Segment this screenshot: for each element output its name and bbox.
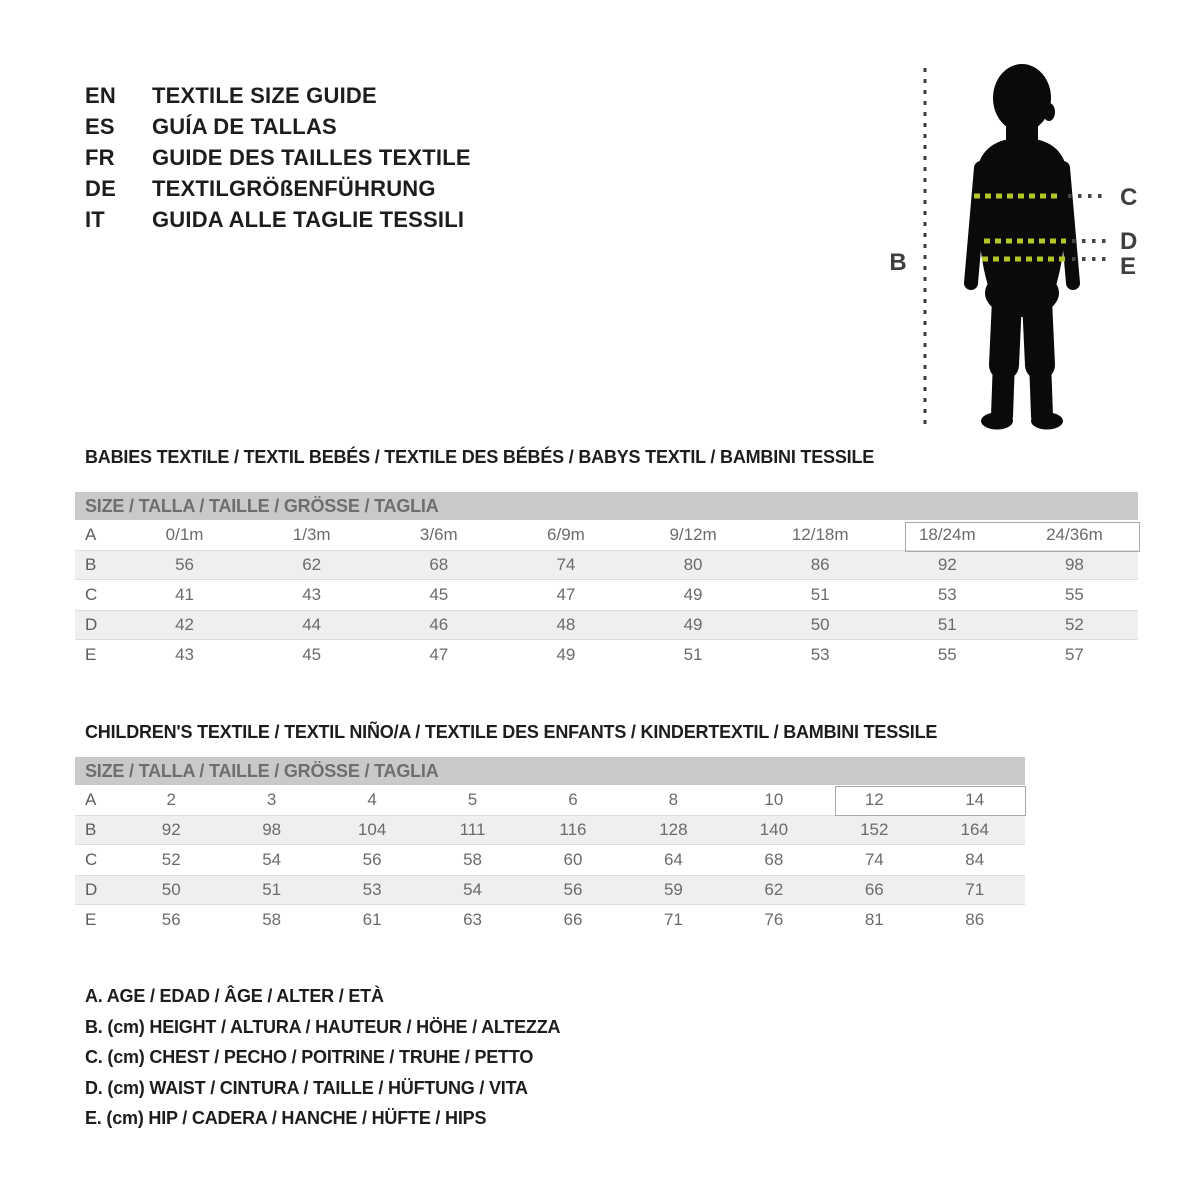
height-label: B bbox=[889, 249, 907, 276]
child-measurement-figure bbox=[870, 50, 1170, 445]
row-label: B bbox=[85, 820, 97, 839]
table-cell: 55 bbox=[937, 645, 957, 664]
table-row bbox=[75, 875, 1025, 905]
table-cell: 68 bbox=[429, 555, 449, 574]
table-cell: 49 bbox=[683, 615, 703, 634]
language-row bbox=[85, 80, 471, 111]
table-cell: 56 bbox=[362, 850, 382, 869]
table-cell: 47 bbox=[429, 645, 449, 664]
row-label: C bbox=[85, 850, 98, 869]
table-cell: 98 bbox=[1064, 555, 1084, 574]
table-cell: 10 bbox=[764, 790, 784, 809]
table-cell: 50 bbox=[810, 615, 830, 634]
language-label: TEXTILE SIZE GUIDE bbox=[152, 82, 377, 108]
table-cell: 53 bbox=[810, 645, 830, 664]
row-label: C bbox=[85, 585, 98, 604]
table-cell: 49 bbox=[683, 585, 703, 604]
table-cell: 50 bbox=[161, 880, 181, 899]
table-cell: 56 bbox=[175, 555, 195, 574]
hip-label: E bbox=[1120, 253, 1137, 280]
size-table-header: SIZE / TALLA / TAILLE / GRÖSSE / TAGLIA bbox=[75, 492, 1138, 520]
table-row bbox=[75, 610, 1138, 640]
table-cell: 5 bbox=[467, 790, 478, 809]
table-cell: 84 bbox=[965, 850, 985, 869]
table-cell: 140 bbox=[759, 820, 789, 839]
table-cell: 55 bbox=[1064, 585, 1084, 604]
table-cell: 111 bbox=[459, 820, 486, 839]
table-cell: 41 bbox=[175, 585, 195, 604]
table-cell: 116 bbox=[559, 820, 587, 839]
table-cell: 14 bbox=[965, 790, 985, 809]
row-label: A bbox=[85, 525, 97, 544]
table-cell: 46 bbox=[429, 615, 449, 634]
table-cell: 48 bbox=[556, 615, 576, 634]
table-cell: 49 bbox=[556, 645, 576, 664]
table-cell: 62 bbox=[302, 555, 322, 574]
table-cell: 52 bbox=[161, 850, 181, 869]
table-cell: 18/24m bbox=[918, 525, 976, 544]
chest-label: C bbox=[1120, 184, 1138, 211]
table-cell: 86 bbox=[810, 555, 830, 574]
table-row bbox=[75, 815, 1025, 845]
table-cell: 61 bbox=[362, 910, 382, 929]
babies-section-title: BABIES TEXTILE / TEXTIL BEBÉS / TEXTILE DES BÉBÉS / BABYS TEXTIL / BAMBINI TESSILE bbox=[85, 447, 875, 467]
table-cell: 59 bbox=[663, 880, 683, 899]
language-label: GUÍA DE TALLAS bbox=[152, 113, 337, 139]
legend-line: C. (cm) CHEST / PECHO / POITRINE / TRUHE / PETTO bbox=[85, 1047, 534, 1067]
table-cell: 66 bbox=[864, 880, 884, 899]
row-label: B bbox=[85, 555, 97, 574]
table-cell: 57 bbox=[1064, 645, 1084, 664]
table-cell: 2 bbox=[166, 790, 176, 809]
language-code: EN bbox=[85, 82, 116, 108]
child-silhouette-icon bbox=[971, 64, 1073, 430]
language-row bbox=[85, 142, 471, 173]
table-cell: 152 bbox=[860, 820, 889, 839]
table-cell: 12 bbox=[864, 790, 884, 809]
row-label: D bbox=[85, 615, 98, 634]
table-cell: 71 bbox=[965, 880, 985, 899]
table-cell: 12/18m bbox=[791, 525, 849, 544]
language-label: GUIDA ALLE TAGLIE TESSILI bbox=[152, 206, 465, 232]
table-cell: 0/1m bbox=[165, 525, 204, 544]
table-row bbox=[75, 845, 1025, 875]
language-row bbox=[85, 111, 471, 142]
table-cell: 60 bbox=[563, 850, 583, 869]
legend-line: B. (cm) HEIGHT / ALTURA / HAUTEUR / HÖHE / ALTEZZA bbox=[85, 1016, 561, 1037]
table-cell: 9/12m bbox=[669, 525, 717, 544]
table-cell: 45 bbox=[302, 645, 322, 664]
children-rowA-highlight-box bbox=[835, 786, 1026, 816]
table-row bbox=[75, 580, 1138, 610]
table-cell: 53 bbox=[362, 880, 382, 899]
table-row bbox=[75, 905, 1025, 935]
language-code: ES bbox=[85, 113, 115, 139]
table-cell: 64 bbox=[663, 850, 683, 869]
table-cell: 164 bbox=[960, 820, 989, 839]
table-cell: 98 bbox=[262, 820, 282, 839]
table-cell: 74 bbox=[556, 555, 576, 574]
table-cell: 51 bbox=[683, 645, 703, 664]
table-row bbox=[75, 550, 1138, 580]
table-cell: 56 bbox=[563, 880, 583, 899]
children-size-table bbox=[75, 757, 1025, 935]
table-cell: 52 bbox=[1064, 615, 1084, 634]
table-cell: 8 bbox=[668, 790, 679, 809]
legend-line: D. (cm) WAIST / CINTURA / TAILLE / HÜFTUNG / VITA bbox=[85, 1077, 528, 1098]
table-cell: 54 bbox=[262, 850, 282, 869]
language-row bbox=[85, 173, 471, 204]
table-cell: 24/36m bbox=[1046, 525, 1103, 544]
language-row bbox=[85, 204, 471, 235]
table-cell: 4 bbox=[367, 790, 377, 809]
babies-rowA-highlight-box bbox=[905, 522, 1140, 552]
waist-label: D bbox=[1120, 228, 1138, 255]
table-cell: 92 bbox=[937, 555, 957, 574]
table-cell: 76 bbox=[764, 910, 784, 929]
language-label: TEXTILGRÖßENFÜHRUNG bbox=[152, 175, 436, 201]
language-code: DE bbox=[85, 175, 116, 201]
table-cell: 68 bbox=[764, 850, 784, 869]
table-cell: 6/9m bbox=[547, 525, 585, 544]
table-cell: 86 bbox=[965, 910, 985, 929]
table-cell: 44 bbox=[302, 615, 322, 634]
table-cell: 3 bbox=[266, 790, 277, 809]
measurement-legend bbox=[85, 981, 560, 1134]
table-cell: 54 bbox=[463, 880, 482, 899]
legend-line: A. AGE / EDAD / ÂGE / ALTER / ETÀ bbox=[85, 986, 384, 1006]
language-code: FR bbox=[85, 144, 115, 170]
table-cell: 128 bbox=[659, 820, 688, 839]
table-cell: 58 bbox=[463, 850, 482, 869]
table-cell: 6 bbox=[568, 790, 578, 809]
table-cell: 62 bbox=[764, 880, 784, 899]
row-label: E bbox=[85, 910, 97, 929]
table-cell: 42 bbox=[175, 615, 195, 634]
table-cell: 47 bbox=[556, 585, 576, 604]
row-label: A bbox=[85, 790, 97, 809]
table-cell: 51 bbox=[937, 615, 957, 634]
table-cell: 43 bbox=[302, 585, 322, 604]
table-cell: 63 bbox=[463, 910, 482, 929]
table-cell: 51 bbox=[810, 585, 830, 604]
table-cell: 92 bbox=[161, 820, 181, 839]
table-cell: 66 bbox=[563, 910, 583, 929]
table-cell: 43 bbox=[175, 645, 195, 664]
table-cell: 53 bbox=[937, 585, 957, 604]
children-section-title: CHILDREN'S TEXTILE / TEXTIL NIÑO/A / TEXTILE DES ENFANTS / KINDERTEXTIL / BAMBINI TESSILE bbox=[85, 722, 938, 742]
table-cell: 104 bbox=[357, 820, 387, 839]
language-title-list bbox=[85, 80, 471, 235]
table-cell: 45 bbox=[429, 585, 449, 604]
table-cell: 81 bbox=[864, 910, 884, 929]
language-label: GUIDE DES TAILLES TEXTILE bbox=[152, 144, 471, 170]
babies-size-table bbox=[75, 492, 1138, 670]
table-cell: 1/3m bbox=[292, 525, 331, 544]
table-cell: 74 bbox=[864, 850, 884, 869]
table-cell: 51 bbox=[262, 880, 282, 899]
table-cell: 80 bbox=[683, 555, 703, 574]
table-cell: 58 bbox=[262, 910, 282, 929]
legend-line: E. (cm) HIP / CADERA / HANCHE / HÜFTE / HIPS bbox=[85, 1108, 487, 1128]
row-label: D bbox=[85, 880, 98, 899]
table-row bbox=[75, 640, 1138, 670]
table-cell: 56 bbox=[161, 910, 181, 929]
language-code: IT bbox=[85, 206, 105, 232]
table-cell: 71 bbox=[663, 910, 683, 929]
row-label: E bbox=[85, 645, 97, 664]
size-table-header: SIZE / TALLA / TAILLE / GRÖSSE / TAGLIA bbox=[75, 757, 1025, 785]
table-cell: 3/6m bbox=[419, 525, 458, 544]
